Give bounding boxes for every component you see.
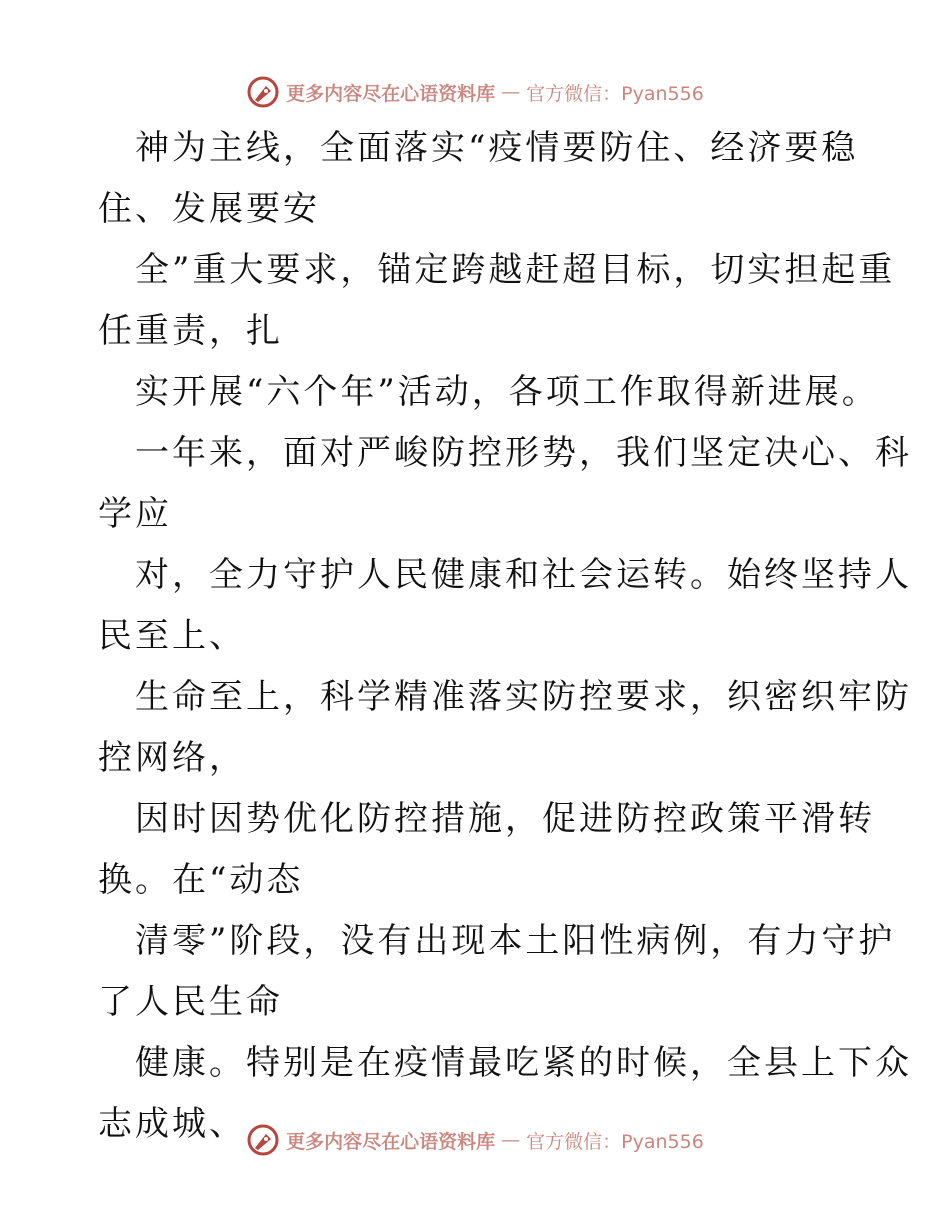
body-line: 实开展“六个年”活动，各项工作取得新进展。 bbox=[135, 372, 879, 412]
body-line: 神为主线，全面落实“疫情要防住、经济要稳 bbox=[135, 128, 859, 168]
pen-nib-circle-icon bbox=[246, 75, 280, 109]
body-line: 志成城、 bbox=[98, 1104, 246, 1144]
body-line: 全”重大要求，锚定跨越赶超目标，切实担起重 bbox=[135, 250, 896, 290]
header-dash: — bbox=[501, 81, 521, 103]
body-line: 控网络， bbox=[98, 738, 246, 778]
footer-banner bbox=[0, 1120, 950, 1160]
body-line: 对，全力守护人民健康和社会运转。始终坚持人 bbox=[135, 555, 912, 595]
body-line: 清零”阶段，没有出现本土阳性病例，有力守护 bbox=[135, 921, 896, 961]
document-body bbox=[98, 118, 912, 1155]
header-banner bbox=[0, 72, 950, 112]
footer-promo-text: 更多内容尽在心语资料库 bbox=[286, 1130, 496, 1153]
body-line: 生命至上，科学精准落实防控要求，织密织牢防 bbox=[135, 677, 912, 717]
body-line: 民至上、 bbox=[98, 616, 246, 656]
header-wechat-text: 官方微信：Pyan556 bbox=[526, 82, 704, 105]
body-line: 换。在“动态 bbox=[98, 860, 304, 900]
body-line: 健康。特别是在疫情最吃紧的时候，全县上下众 bbox=[135, 1043, 912, 1083]
body-line: 因时因势优化防控措施，促进防控政策平滑转 bbox=[135, 799, 875, 839]
body-line: 住、发展要安 bbox=[98, 189, 320, 229]
footer-wechat-text: 官方微信：Pyan556 bbox=[526, 1130, 704, 1153]
body-line: 一年来，面对严峻防控形势，我们坚定决心、科 bbox=[135, 433, 912, 473]
body-line: 了人民生命 bbox=[98, 982, 283, 1022]
body-line: 任重责，扎 bbox=[98, 311, 283, 351]
pen-nib-circle-icon bbox=[246, 1123, 280, 1157]
footer-dash: — bbox=[501, 1129, 521, 1151]
body-line: 学应 bbox=[98, 494, 172, 534]
header-promo-text: 更多内容尽在心语资料库 bbox=[286, 82, 496, 105]
